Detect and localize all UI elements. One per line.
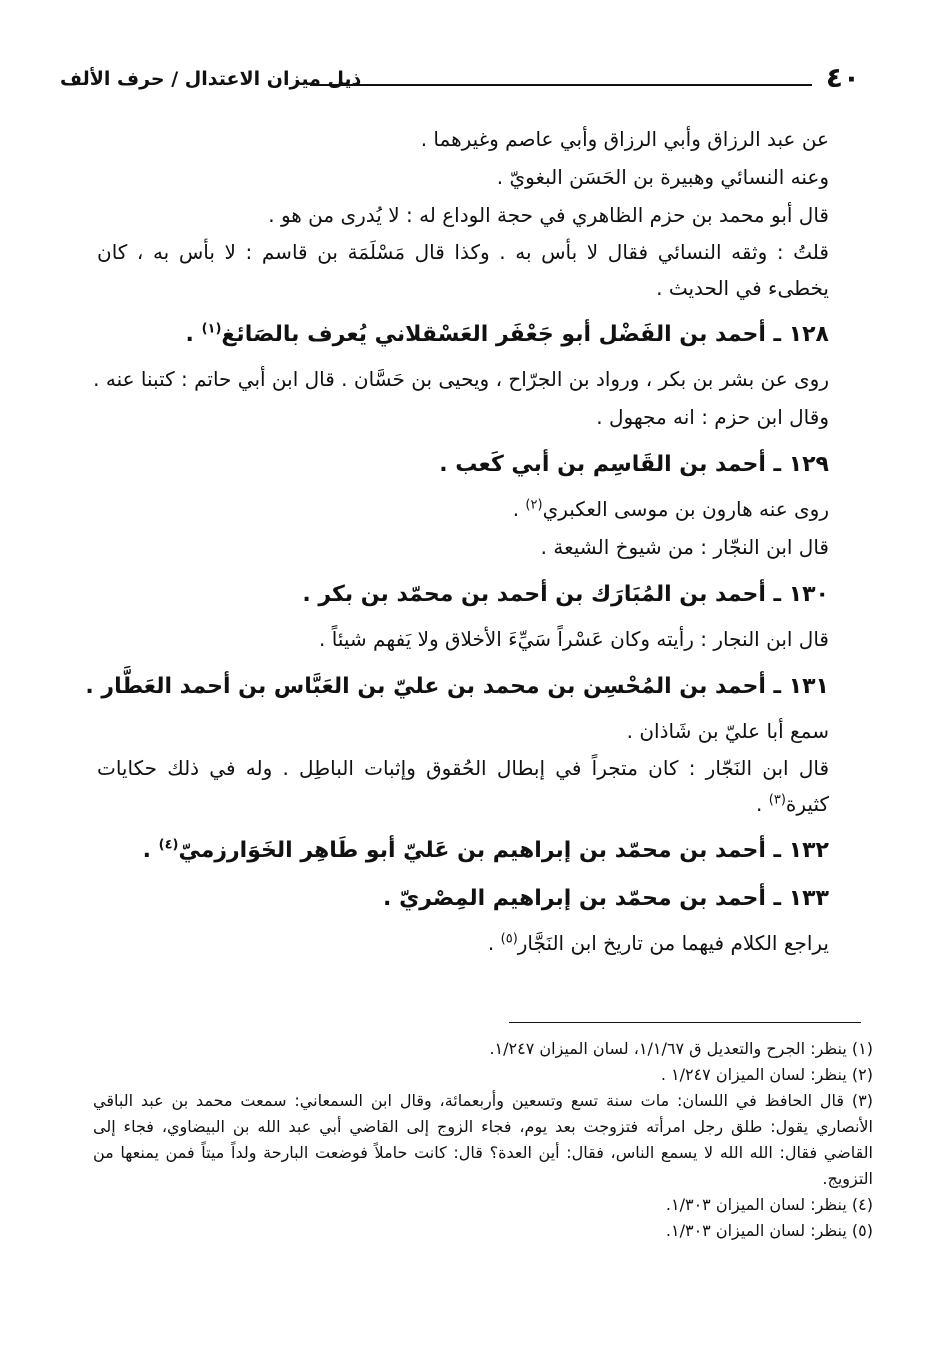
footnote: (٤) ينظر: لسان الميزان ١/٣٠٣. [665, 1195, 873, 1214]
text-line: قال أبو محمد بن حزم الظاهري في حجة الوداع له : لا يُدرى من هو . [268, 203, 829, 227]
text-line: وعنه النسائي وهبيرة بن الحَسَن البغويّ . [496, 165, 829, 189]
footnote-separator [509, 1022, 861, 1023]
entry-heading-130: ١٣٠ ـ أحمد بن المُبَارَك بن أحمد بن محمّد بن بكر . [302, 582, 829, 607]
entry-heading-133: ١٣٣ ـ أحمد بن محمّد بن إبراهيم المِصْريّ . [383, 886, 829, 911]
footnote-ref: (٣) [768, 792, 786, 808]
footnote: (١) ينظر: الجرح والتعديل ق ١/١/٦٧، لسان الميزان ١/٢٤٧. [489, 1039, 873, 1058]
footnote: (٣) قال الحافظ في اللسان: مات سنة تسع وتسعين وأربعمائة، وقال ابن السمعاني: سمعت محمد بن عبد الباقي الأنصاري يقول: طلق رجل امرأته فتزوجت بعد يوم، فجاء الزوج إلى القاضي أبي عبد الله بن البيضاوي، فجاء إلى القاضي فقال: الله الله لا يسمع الناس، فقال: أين العدة؟ قال: كانت حاملاً فوضعت البارحة ولداً ميتاً فمن يمنعها من التزويج. [93, 1091, 873, 1188]
footnotes [93, 1036, 873, 1244]
text-line: قال ابن النجّار : من شيوخ الشيعة . [540, 535, 829, 559]
entry-heading-131: ١٣١ ـ أحمد بن المُحْسِن بن محمد بن عليّ بن العَبَّاس بن أحمد العَطَّار . [85, 674, 829, 699]
footnote-ref: (٤) [158, 837, 179, 853]
text-line [97, 924, 829, 962]
entry-heading-end: . [142, 838, 159, 863]
text-line: وقال ابن حزم : انه مجهول . [596, 405, 829, 429]
text-segment: يراجع الكلام فيهما من تاريخ ابن النَجَّار [517, 931, 829, 955]
text-line [97, 490, 829, 528]
text-line: قال ابن النجار : رأيته وكان عَسْراً سَيِّءَ الأخلاق ولا يَفهم شيئاً . [319, 627, 829, 651]
footnote-ref: (١) [201, 321, 222, 337]
text-line: روى عن بشر بن بكر ، ورواد بن الجرّاح ، ويحيى بن حَسَّان . قال ابن أبي حاتم : كتبنا عنه . [93, 367, 829, 391]
text-line: عن عبد الرزاق وأبي الرزاق وأبي عاصم وغيرهما . [420, 127, 829, 151]
entry-heading-129: ١٢٩ ـ أحمد بن القَاسِم بن أبي كَعب . [439, 452, 829, 477]
entry-heading-128 [97, 316, 829, 354]
header-rule [310, 84, 812, 86]
entry-heading-end: . [185, 322, 202, 347]
entry-heading-text: ١٣٢ ـ أحمد بن محمّد بن إبراهيم بن عَليّ أبو طَاهِر الخَوَارزميّ [178, 838, 829, 863]
text-segment: . [487, 931, 501, 955]
text-segment: . [756, 792, 769, 816]
text-line: قلتُ : وثقه النسائي فقال لا بأس به . وكذا قال مَسْلَمَة بن قاسم : لا بأس به ، كان يخطىء في الحديث . [97, 240, 829, 300]
footnote: (٥) ينظر: لسان الميزان ١/٣٠٣. [665, 1221, 873, 1240]
page-header [60, 62, 860, 102]
text-line: سمع أبا عليّ بن شَاذان . [626, 719, 829, 743]
footnote-ref: (٥) [500, 931, 518, 947]
running-title: ذيل ميزان الاعتدال / حرف الألف [60, 68, 362, 90]
text-segment: . [512, 497, 526, 521]
entry-heading-text: ١٢٨ ـ أحمد بن الفَضْل أبو جَعْفَر العَسْقلاني يُعرف بالصَائغ [221, 322, 829, 347]
text-segment: روى عنه هارون بن موسى العكبري [542, 497, 829, 521]
page-number: ٤٠ [825, 61, 860, 94]
main-text [85, 120, 829, 962]
footnote-ref: (٢) [525, 497, 543, 513]
text-line [97, 750, 829, 822]
footnote: (٢) ينظر: لسان الميزان ١/٢٤٧ . [660, 1065, 873, 1084]
text-segment: قال ابن النَجّار : كان متجراً في إبطال الحُقوق وإثبات الباطِل . وله في ذلك حكايات كثيرة [97, 756, 829, 816]
entry-heading-132 [97, 832, 829, 870]
